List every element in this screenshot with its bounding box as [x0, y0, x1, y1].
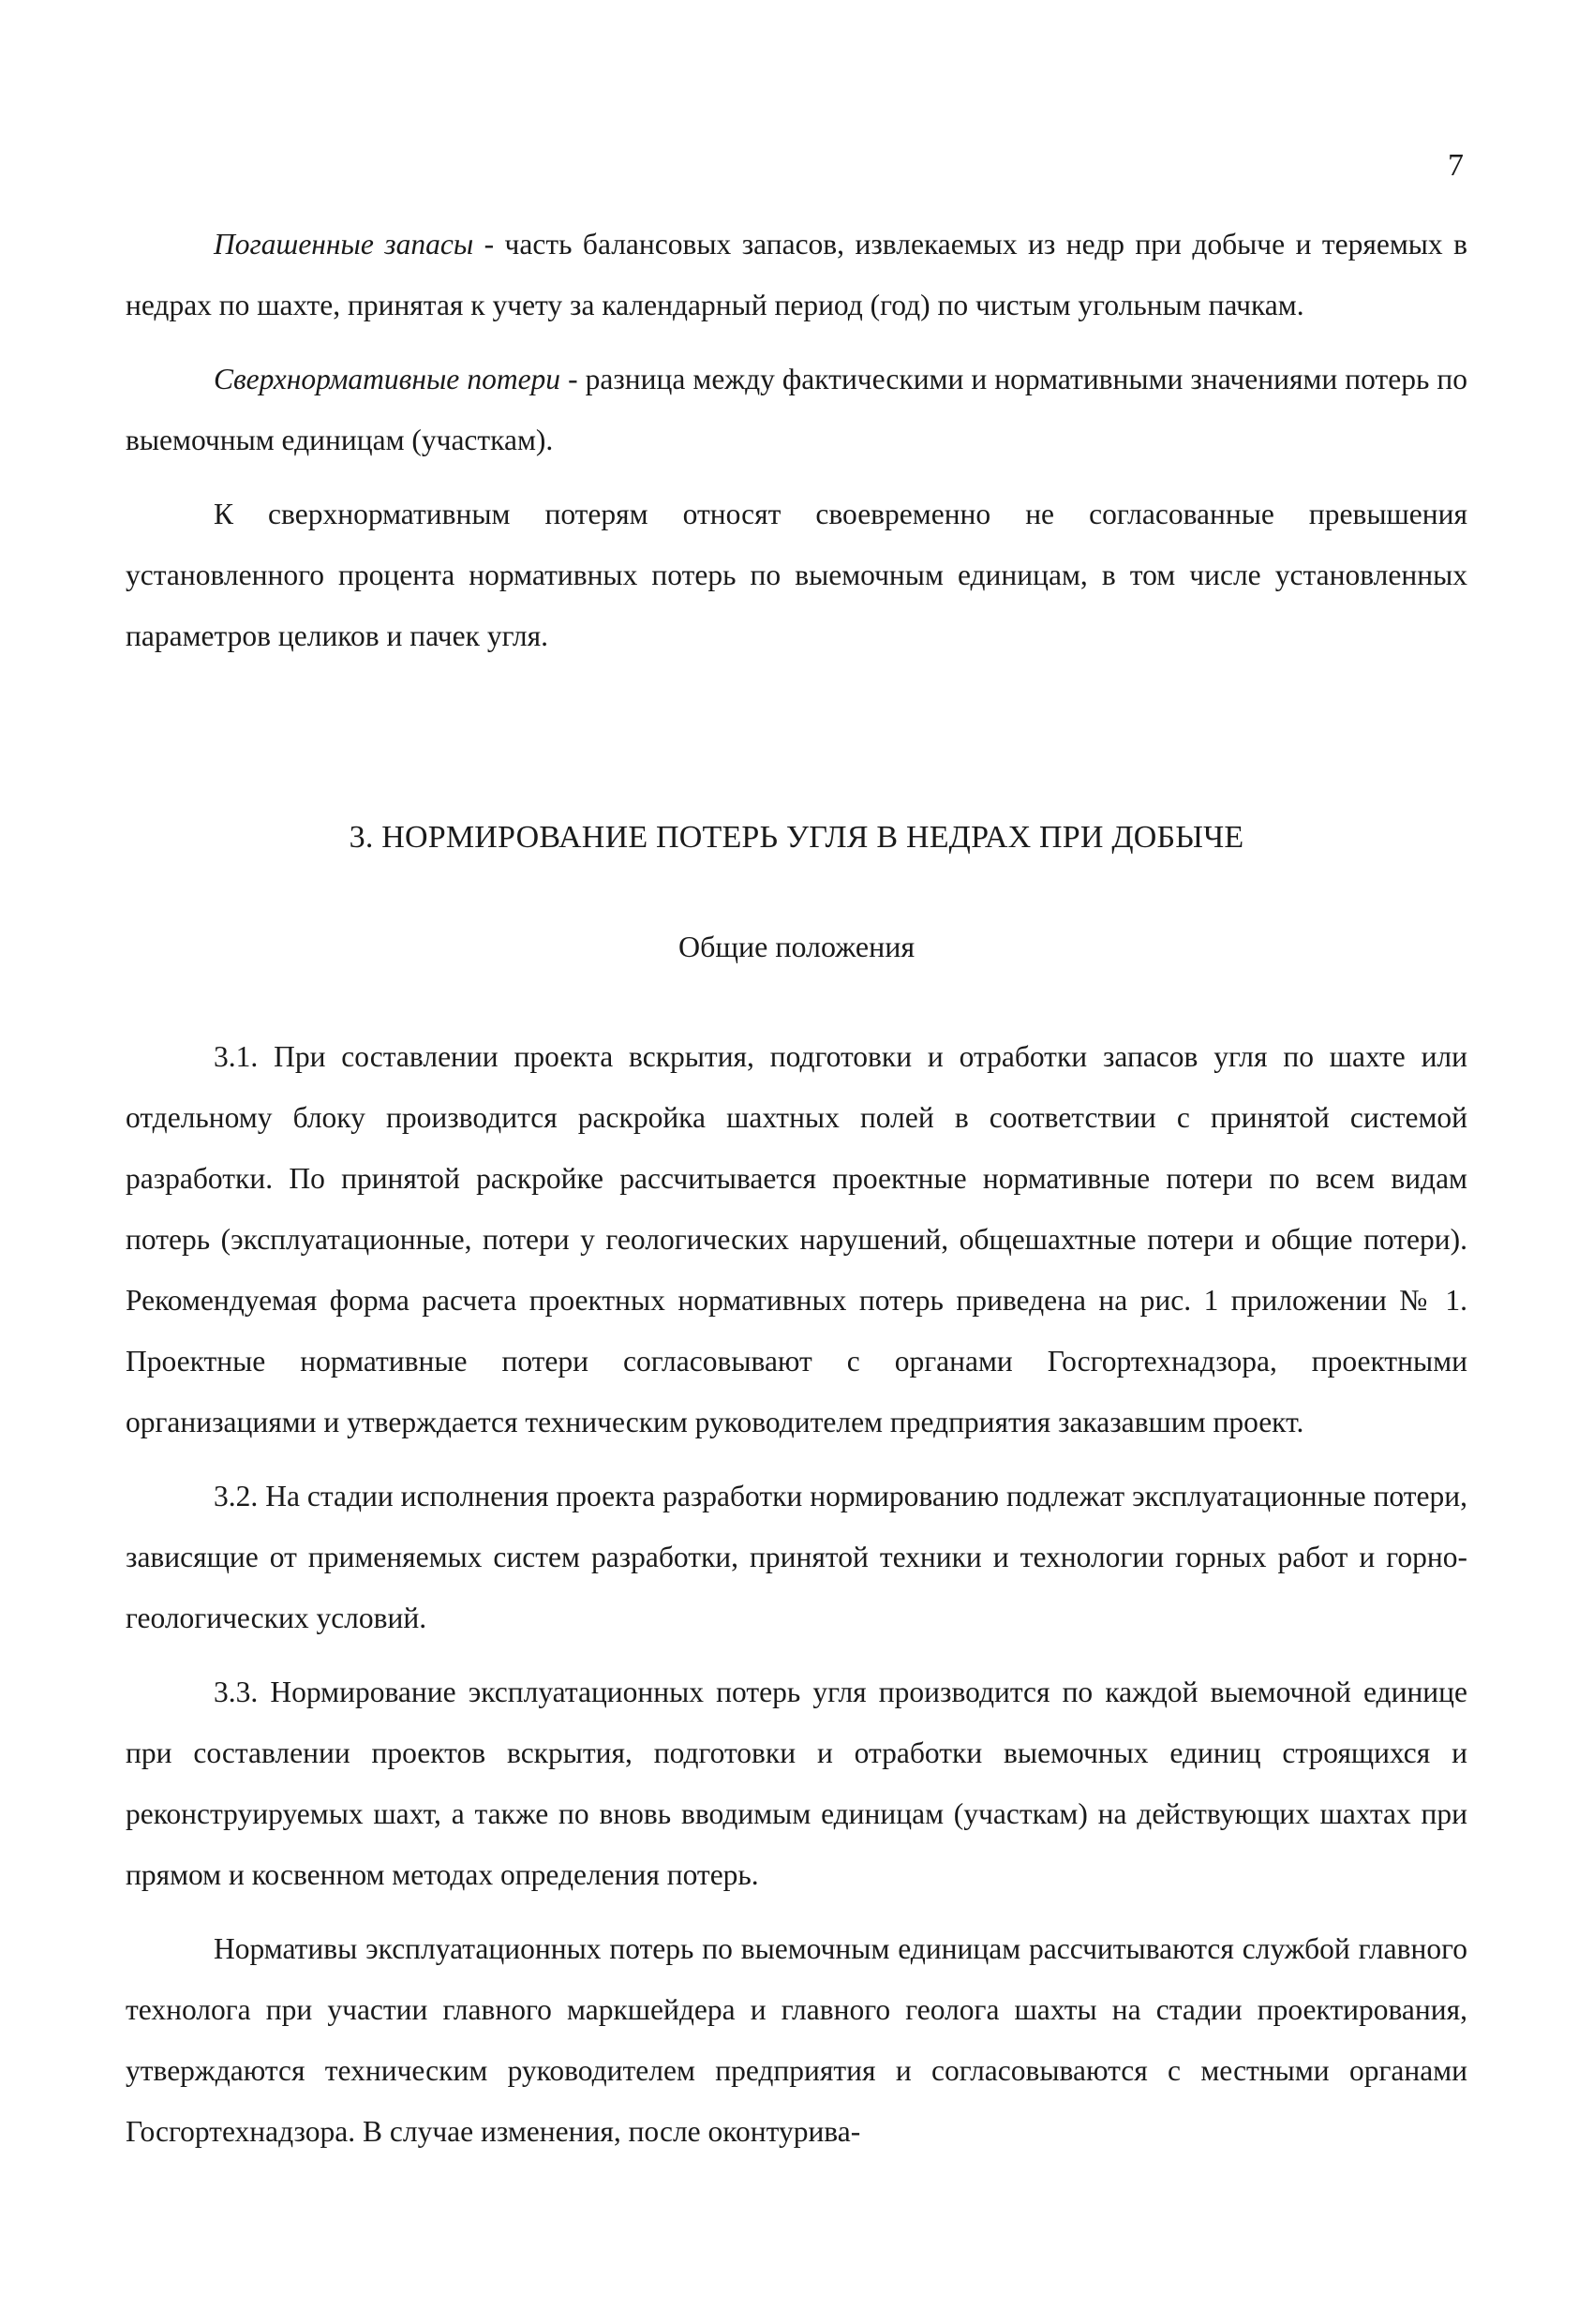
- document-body: [126, 214, 1467, 2162]
- section-title: 3. НОРМИРОВАНИЕ ПОТЕРЬ УГЛЯ В НЕДРАХ ПРИ ДОБЫЧЕ: [349, 820, 1244, 855]
- definition-paragraph: [126, 214, 1467, 335]
- definition-text: - часть балансовых запасов, извлекаемых из недр при добыче и теряемых в недрах по шахте, принятая к учету за календарный период (год) по чистым угольным пачкам.: [126, 228, 1467, 321]
- body-paragraph: 3.1. При составлении проекта вскрытия, подготовки и отработки запасов угля по шахте или отдельному блоку производится раскройка шахтных полей в соответствии с принятой системой разработки. По принятой раскройке рассчитывается проектные нормативные потери по всем видам потерь (эксплуатационные, потери у геологических нарушений, общешахтные потери и общие потери). Рекомендуемая форма расчета проектных нормативных потерь приведена на рис. 1 приложении № 1. Проектные нормативные потери согласовывают с органами Госгортехнадзора, проектными организациями и утверждается техническим руководителем предприятия заказавшим проект.: [126, 1040, 1467, 1438]
- body-paragraph: Нормативы эксплуатационных потерь по выемочным единицам рассчитываются службой главного технолога при участии главного маркшейдера и главного геолога шахты на стадии проектирования, утверждаются техническим руководителем предприятия и согласовываются с местными органами Госгортехнадзора. В случае изменения, после оконтурива-: [126, 1932, 1467, 2148]
- definition-term: Погашенные запасы: [214, 228, 474, 261]
- definition-text: - разница между фактическими и нормативными значениями потерь по выемочным единицам (участкам).: [126, 363, 1467, 456]
- section-subtitle: Общие положения: [677, 930, 916, 963]
- definition-term: Сверхнормативные потери: [214, 363, 561, 395]
- definition-paragraph: [126, 349, 1467, 470]
- body-paragraph: К сверхнормативным потерям относят своевременно не согласованные превышения установленного процента нормативных потерь по выемочным единицам, в том числе установленных параметров целиков и пачек угля.: [126, 498, 1467, 652]
- body-paragraph: 3.3. Нормирование эксплуатационных потерь угля производится по каждой выемочной единице при составлении проектов вскрытия, подготовки и отработки выемочных единиц строящихся и реконструируемых шахт, а также по вновь вводимым единицам (участкам) на действующих шахтах при прямом и косвенном методах определения потерь.: [126, 1676, 1467, 1891]
- body-paragraph: 3.2. На стадии исполнения проекта разработки нормированию подлежат эксплуатационные потери, зависящие от применяемых систем разработки, принятой техники и технологии горных работ и горно-геологических условий.: [126, 1480, 1467, 1634]
- page-number: 7: [1448, 148, 1464, 183]
